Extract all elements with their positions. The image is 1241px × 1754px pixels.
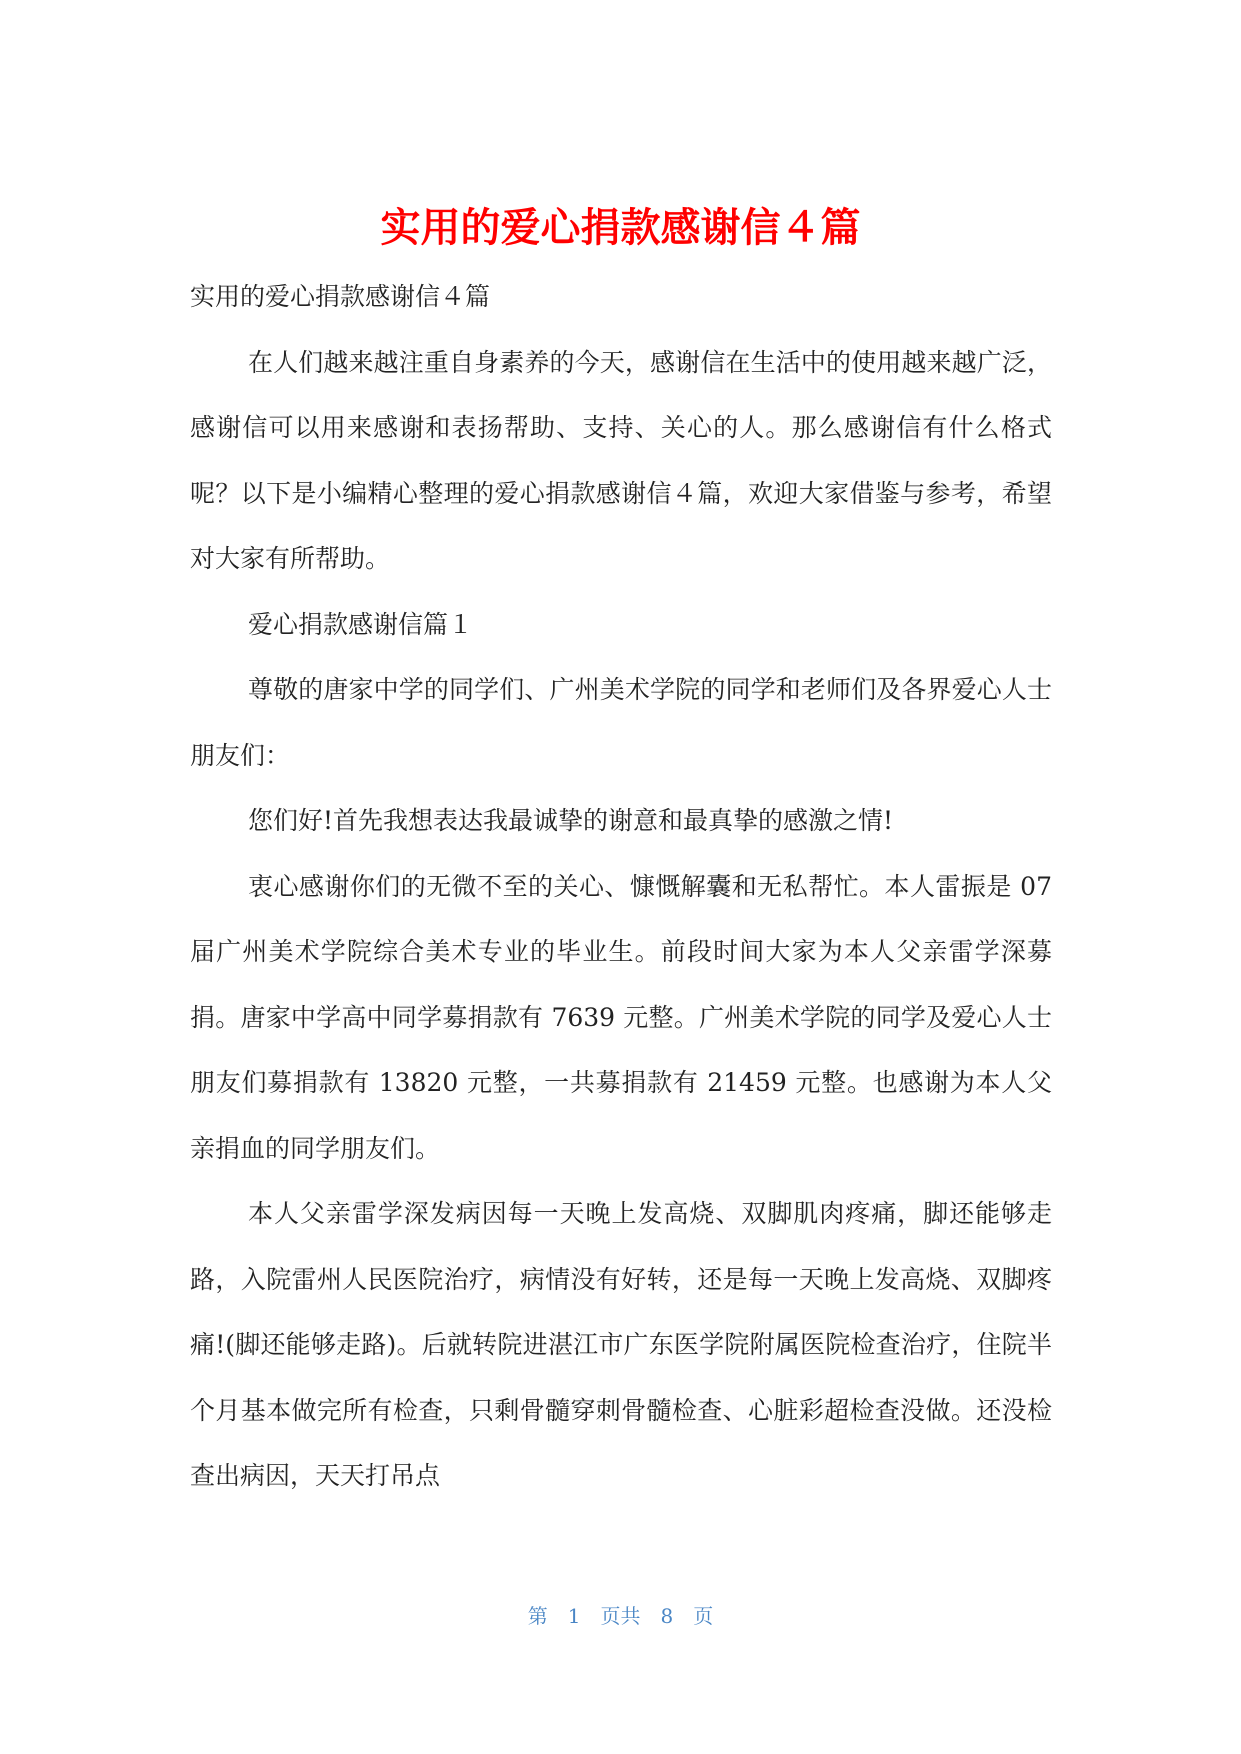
salutation-paragraph: 尊敬的唐家中学的同学们、广州美术学院的同学和老师们及各界爱心人士朋友们： [190, 675, 1052, 770]
footer-total-pages: 8 [660, 1604, 674, 1628]
greeting-paragraph: 您们好!首先我想表达我最诚挚的谢意和最真挚的感激之情! [248, 806, 894, 835]
footer-label-page: 第 [527, 1604, 548, 1628]
footer-current-page: 1 [567, 1604, 581, 1628]
document-title: 实用的爱心捐款感谢信４篇 [380, 205, 861, 251]
footer-label-pages: 页 [693, 1604, 714, 1628]
page-footer [0, 1601, 1241, 1631]
illness-paragraph: 本人父亲雷学深发病因每一天晚上发高烧、双脚肌肉疼痛，脚还能够走路，入院雷州人民医院治疗，病情没有好转，还是每一天晚上发高烧、双脚疼痛!(脚还能够走路)。后就转院进湛江市广东医学院附属医院检查治疗，住院半个月基本做完所有检查，只剩骨髓穿刺骨髓检查、心脏彩超检查没做。还没检查出病因，天天打吊点 [190, 1199, 1052, 1490]
section-heading: 爱心捐款感谢信篇１ [248, 609, 474, 639]
thanks-paragraph: 衷心感谢你们的无微不至的关心、慷慨解囊和无私帮忙。本人雷振是 07 届广州美术学院综合美术专业的毕业生。前段时间大家为本人父亲雷学深募捐。唐家中学高中同学募捐款有 7639 元整。广州美术学院的同学及爱心人士朋友们募捐款有 13820 元整，一共募捐款有 21459 元整。也感谢为本人父亲捐血的同学朋友们。 [190, 871, 1052, 1163]
subtitle-paragraph: 实用的爱心捐款感谢信４篇 [190, 282, 491, 311]
document-body [190, 264, 1052, 1509]
footer-label-of-total: 页共 [600, 1604, 641, 1628]
intro-paragraph: 在人们越来越注重自身素养的今天，感谢信在生活中的使用越来越广泛，感谢信可以用来感谢和表扬帮助、支持、关心的人。那么感谢信有什么格式呢？以下是小编精心整理的爱心捐款感谢信４篇，欢迎大家借鉴与参考，希望对大家有所帮助。 [190, 347, 1052, 573]
